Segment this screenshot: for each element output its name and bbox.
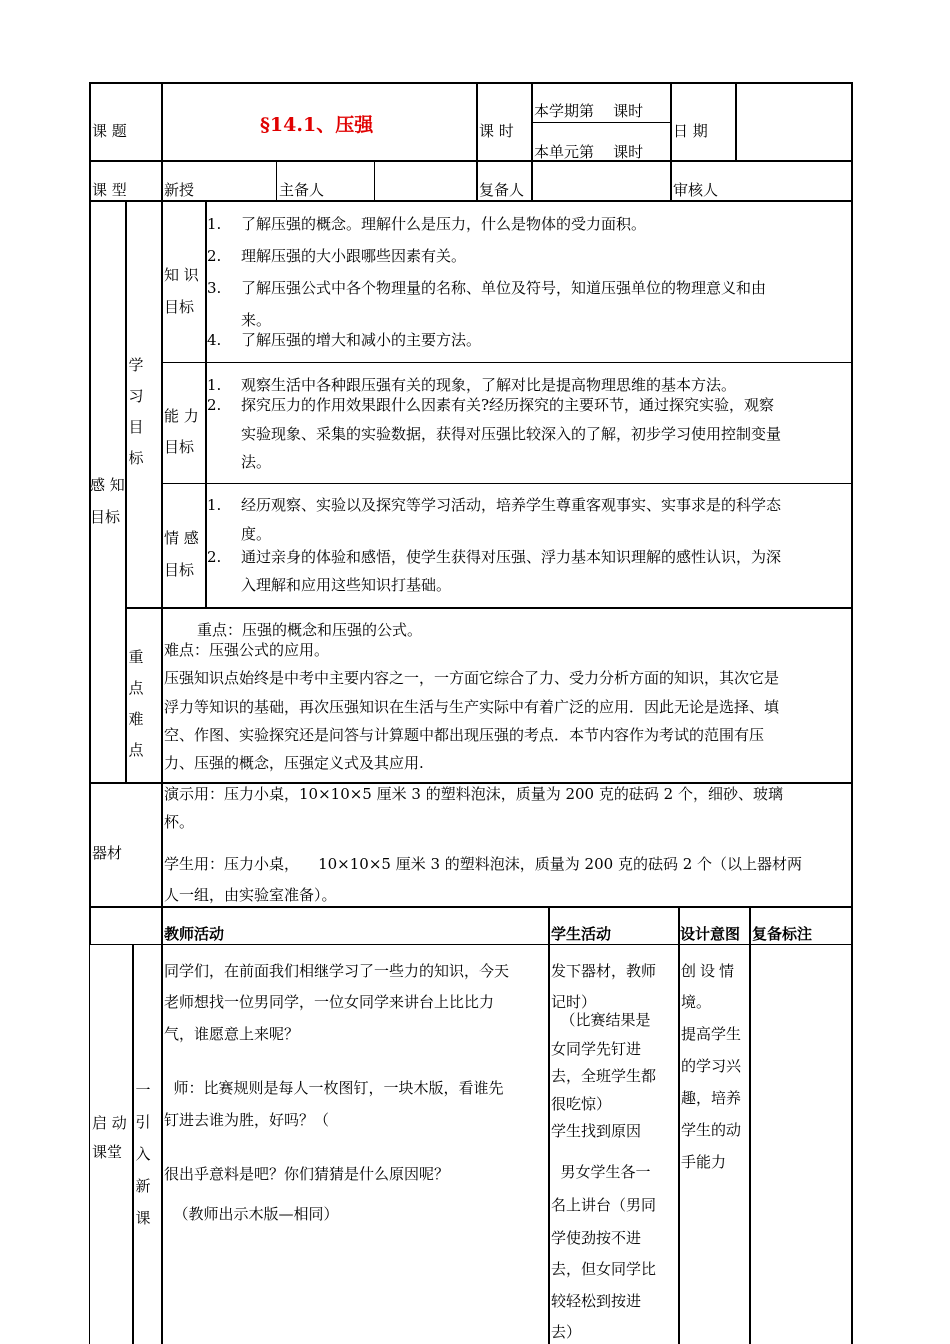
border-left-lower [89,944,90,1344]
fubeiren-label: 复备人 [479,181,525,199]
col-fubei [749,906,751,1344]
student-line: 去，全班学生都 [551,1067,657,1085]
border-top [89,82,853,84]
zhongdian: 重点：压强的概念和压强的公式。 [197,621,423,639]
nandian: 难点：压强公式的应用。 [164,641,330,659]
col-zhubeiren-left [276,160,277,200]
keshi-label: 课 时 [479,122,514,140]
student-line: （比赛结果是 [551,1011,651,1029]
zhishi-label-2: 目标 [164,298,195,316]
student-line: 学使劲按不进 [551,1229,642,1247]
teacher-line: 老师想找一位男同学，一位女同学来讲台上比比力 [164,993,495,1011]
design-line: 的学习兴 [681,1057,742,1075]
student-line: 发下器材，教师 [551,962,657,980]
kexing-label: 课 型 [92,181,127,199]
student-line: 名上讲台（男同 [551,1196,657,1214]
goal-text: 法。 [241,453,272,471]
goal-num: 4. [207,331,222,349]
ganzhi-label-2: 目标 [90,508,121,526]
col-keshi-right [670,82,672,200]
page-title: §14.1、压强 [260,114,374,136]
col-student [548,906,550,1344]
keypoints-para: 空、作图、实验探究还是问答与计算题中都出现压强的考点．本节内容作为考试的范围有压 [164,726,765,744]
qinggan-label-1: 情 感 [164,529,199,547]
goal-text: 理解压强的大小跟哪些因素有关。 [241,247,467,265]
shenheren-label: 审核人 [673,181,719,199]
design-line: 学生的动 [681,1121,742,1139]
keshi-unit: 本单元第 课时 [534,143,644,161]
nengli-label-1: 能 力 [164,407,199,425]
divider-row2 [89,200,853,202]
xuexi-mubiao-label: 学习目标 [128,356,144,467]
teacher-line: 师：比赛规则是每人一枚图钉，一块木版，看谁先 [164,1079,504,1097]
equipment-student: 人一组，由实验室准备）。 [164,886,337,904]
divider-knowledge [161,362,853,363]
design-line: 创设情 [681,962,739,980]
teacher-line: 气，谁愿意上来呢？ [164,1025,300,1043]
student-line: 去） [551,1323,582,1341]
keti-label: 课 题 [92,122,127,140]
keypoints-para: 压强知识点始终是中考中主要内容之一，一方面它综合了力、受力分析方面的知识，其次它是 [164,669,780,687]
goal-text: 通过亲身的体验和感悟，使学生获得对压强、浮力基本知识理解的感性认识，为深 [241,548,782,566]
equipment-demo: 杯。 [164,813,195,831]
col-title-right [476,82,478,200]
equipment-label: 器材 [92,844,123,862]
goal-text: 度。 [241,525,272,543]
col-keshi-left [531,82,533,200]
goal-text: 探究压力的作用效果跟什么因素有关?经历探究的主要环节，通过探究实验，观察 [241,396,775,414]
teacher-line: 同学们，在前面我们相继学习了一些力的知识，今天 [164,962,510,980]
goal-text: 入理解和应用这些知识打基础。 [241,576,452,594]
goal-num: 1. [207,215,222,233]
qidong-label-1: 启 动 [92,1114,127,1132]
goal-text: 了解压强公式中各个物理量的名称、单位及符号，知道压强单位的物理意义和由 [241,279,767,297]
goal-num: 1. [207,496,222,514]
goal-num: 2. [207,396,222,414]
goal-num: 2. [207,247,222,265]
student-line: 男女学生各一 [551,1163,651,1181]
col-zhubeiren-right [374,160,375,200]
border-right [851,82,853,1344]
equipment-demo: 演示用：压力小桌，10×10×5 厘米 3 的塑料泡沫，质量为 200 克的砝码 2 个，细砂、玻璃 [164,785,783,803]
goal-text: 观察生活中各种跟压强有关的现象，了解对比是提高物理思维的基本方法。 [241,376,737,394]
qinggan-label-2: 目标 [164,561,195,579]
student-line: 学生找到原因 [551,1122,642,1140]
keypoints-para: 力、压强的概念，压强定义式及其应用. [164,754,424,772]
teacher-line: 钉进去谁为胜，好吗？（ [164,1111,330,1129]
header-fubei-note: 复备标注 [752,925,813,943]
teacher-line: 很出乎意料是吧？你们猜猜是什么原因呢？ [164,1165,450,1183]
goal-num: 2. [207,548,222,566]
keshi-semester: 本学期第 课时 [534,102,644,120]
student-line: 很吃惊） [551,1095,612,1113]
teacher-line: （教师出示木版—相同） [164,1205,339,1223]
goal-num: 3. [207,279,222,297]
keypoints-label: 重点难点 [128,648,144,759]
zhubeiren-label: 主备人 [279,181,325,199]
student-line: 较轻松到按进 [551,1292,642,1310]
qidong-label-2: 课堂 [92,1143,123,1161]
kexing-value: 新授 [164,181,195,199]
design-line: 提高学生 [681,1025,742,1043]
header-student-activity: 学生活动 [551,925,612,943]
design-line: 境。 [681,993,712,1011]
ganzhi-label-1: 感 知 [90,476,125,494]
goal-text: 来。 [241,311,272,329]
divider-row1 [89,160,853,162]
goal-text: 了解压强的概念。理解什么是压力，什么是物体的受力面积。 [241,215,647,233]
design-line: 趣，培养 [681,1089,742,1107]
divider-equipment [89,906,853,908]
stage-label: 一引入新课 [135,1081,151,1227]
goal-text: 经历观察、实验以及探究等学习活动，培养学生尊重客观事实、实事求是的科学态 [241,496,782,514]
nengli-label-2: 目标 [164,438,195,456]
equipment-student: 学生用：压力小桌， 10×10×5 厘米 3 的塑料泡沫，质量为 200 克的砝码 2 个（以上器材两 [164,855,803,873]
goal-num: 1. [207,376,222,394]
zhishi-label-1: 知 识 [164,266,199,284]
riqi-label: 日 期 [673,122,708,140]
goal-text: 了解压强的增大和减小的主要方法。 [241,331,482,349]
keypoints-para: 浮力等知识的基础，再次压强知识在生活与生产实际中有着广泛的应用．因此无论是选择、填 [164,698,780,716]
divider-activity-header [89,944,853,945]
header-design-intent: 设计意图 [680,925,741,943]
col-design [678,906,680,1344]
divider-keshi [533,122,671,123]
student-line: 去，但女同学比 [551,1260,657,1278]
header-teacher-activity: 教师活动 [164,925,225,943]
divider-goals [125,607,853,609]
student-line: 女同学先钉进 [551,1040,642,1058]
divider-ability [161,483,853,484]
goal-text: 实验现象、采集的实验数据，获得对压强比较深入的了解，初步学习使用控制变量 [241,425,782,443]
col-riqi-right [735,82,737,160]
design-line: 手能力 [681,1153,727,1171]
col-a [161,82,163,1344]
student-line: 记时） [551,993,597,1011]
